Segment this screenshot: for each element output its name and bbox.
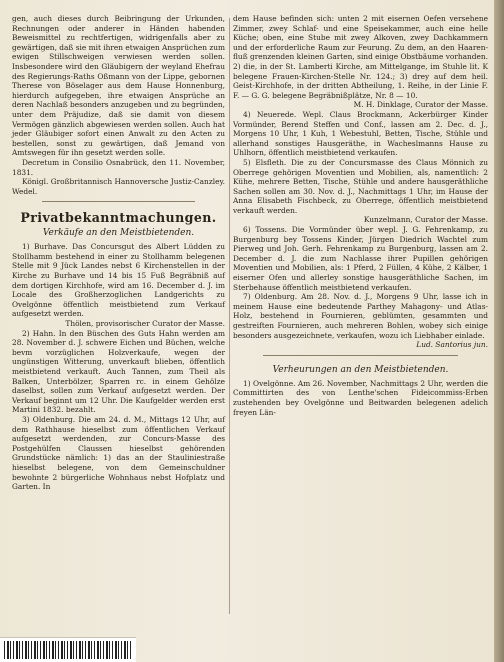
curator-signature: Kunzelmann, Curator der Masse. [363,215,488,225]
book-spine-shadow [494,0,504,662]
section-title: Privatbekanntmachungen. [20,210,217,226]
notice-item: 1) Ovelgönne. Am 26. November, Nachmittags 2 Uhr, werden die Committirten des von Lenthe'schen Fideicommiss-Erben zustehenden bey Ovelgönne und Beitwarden belegenen adelich freyen Län- [233,378,488,417]
curator-signature: M. H. Dinklage, Curator der Masse. [353,100,488,110]
section-rule [263,355,458,356]
decretum-line: Decretum in Consilio Osnabrück, den 11. November, 1831. [12,157,225,177]
section-rule [42,201,195,202]
column-divider [229,18,230,614]
notice-item: 5) Elsfleth. Die zu der Concursmasse des Claus Mönnich zu Oberrege gehörigen Moventien und Mobilien, als, namentlich: 2 Kühe, mehrere Betten, Tische, Stühle und andere hausgeräthliche Sachen sollen am 30. Nov. d. J., Nachmittags 1 Uhr, im Hause der Anna Elisabeth Fischbeck, zu Oberrege, öffentlich meistbietend verkauft werden. [233,157,488,215]
right-column [233,14,488,417]
curator-signature: Thölen, provisorischer Curator der Masse. [65,319,225,329]
court-signature: Königl. Großbritannisch Hannoversche Justiz-Canzley. Wedel. [12,177,225,196]
notice-item: 2) Hahn. In den Büschen des Guts Hahn werden am 28. November d. J. schwere Eichen und Büchen, welche bevm vorzüglichen Holzverkaufe, wegen der ungünstigen Witterung, unverkauft blieben, öffentlich meistbietend verkauft. Auch Tannen, zum Theil als Balken, Unterbölzer, Sparren rc. in einem Gehölze daselbst, sollen zum Verkauf aufgesetzt werden. Der Verkauf beginnt um 12 Uhr. Die Kaufgelder werden erst Martini 1832. bezahlt. [12,328,225,415]
barcode-bars [4,641,132,659]
notice-item: 4) Neuerede. Wepl. Claus Brockmann, Ackerbürger Kinder Vormünder, Berend Steffen und Conf., lassen am 2. Dec. d. J., Morgens 10 Uhr, 1 Kuh, 1 Webestuhl, Betten, Tische, Stühle und allerhand sonstiges Hausgeräthe, in Wacheslmanns Hause zu Uhlhorn, öffentlich meistbietend verkaufen. [233,109,488,158]
left-continuation-text: gen, auch dieses durch Beibringung der Urkunden, Rechnungen oder anderer in Händen habenden Beweismittel zu rechtfertigen, widrigenfalls aber zu gewärtigen, daß sie mit ihren etwaigen Ansprüchen zum ewigen Stillschweigen verwiesen werden sollen. Insbesondere wird den Gläubigern der weyland Ehefrau des Regierungs-Raths Oßmann von der Lippe, gebornen Therese von Böselager aus dem Hause Honnenburg, hierdurch aufgegeben, ihre etwaigen Ansprüche an deren Nachlaß besonders anzugeben und zu begründen, unter dem Präjudize, daß sie damit von diesem Vermögen gänzlich abgewiesen werden sollen. Auch hat jeder Gläubiger sofort einen Anwalt zu den Acten zu bestellen, sonst zu gewärtigen, daß Jemand von Amtswegen für ihn gesetzt werden solle. [12,14,226,158]
merchant-signature: Lud. Santorius jun. [416,340,488,350]
library-barcode-strip [0,637,136,662]
right-continuation-text: dem Hause befinden sich: unten 2 mit eisernen Oefen versehene Zimmer, zwey Schlaf- und eine Speisekammer, auch eine helle Küche; oben, eine Stube mit zwey Alkoven, zwey Dachkammern und der erforderliche Raum zur Feurung. Zu dem, an den Haaren-fluß grenzenden kleinen Garten, sind einige Obstbäume vorhanden. 2) die, in der St. Lamberti Kirche, am Mittelgange, im Stuhle lit. K belegene Frauen-Kirchen-Stelle Nr. 124.; 3) drey auf dem heil. Geist-Kirchhofe, in der dritten Abtheilung, 1. Reihe, in der Linie F. F. — G. G. belegene Begräbnißplätze, Nr. 8 — 10. [233,14,488,100]
subsection-title-sales: Verkäufe an den Meistbietenden. [42,228,195,239]
notice-item: 1) Burhave. Das Concursgut des Albert Lüdden zu Stollhamm bestehend in einer zu Stollhamm belegenen Stelle mit 9 Jück Landes nebst 6 Kirchenstellen in der Kirche zu Burhave und 14 bis 15 Fuß Begräbniß auf dem dortigen Kirchhofe, wird am 16. December d. J. im Locale des Großherzoglichen Landgerichts zu Ovelgönne öffentlich meistbietend zum Verkauf aufgesetzt werden. [12,242,225,319]
notice-item: 7) Oldenburg. Am 28. Nov. d. J., Morgens 9 Uhr, lasse ich in meinem Hause eine bedeutende Parthey Mahagony- und Atlas-Holz, bestehend in Fournieren, geblümten, gesammten und gestreiften Fournieren, auch mehreren Bohlen, wobey sich einige besonders ausgezeichnete, verkaufen, wozu ich Liebhaber einlade. [233,292,488,340]
notice-item: 6) Tossens. Die Vormünder über wepl. J. G. Fehrenkamp, zu Burgenburg bey Tossens Kinder, Jürgen Diedrich Wachtel zum Pierweg und Joh. Gerh. Fehrenkamp zu Burgenburg, lassen am 2. December d. J. die zum Nachlasse ihrer Pupillen gehörigen Moventien und Mobilien, als: 1 Pferd, 2 Füllen, 4 Kühe, 2 Kälber, 1 eiserner Ofen und allerley sonstige hausgeräthliche Sachen, im Sterbehause öffentlich meistbietend verkaufen. [233,225,488,292]
left-column [12,14,225,492]
notice-item: 3) Oldenburg. Die am 24. d. M., Mittags 12 Uhr, auf dem Rathhause hieselbst zum öffentlichen Verkauf aufgesetzt werdenden, zur Concurs-Masse des Postgehülfen Claussen hieselbst gehörenden Grundstücke nämlich: 1) das an der Stauliniestraße hieselbst belegene, von dem Gemeinschuldner bewohnte 2 bürgerliche Wohnhaus nebst Hofplatz und Garten. In [12,414,225,492]
subsection-title-rentals: Verheurungen an den Meistbietenden. [272,364,449,375]
